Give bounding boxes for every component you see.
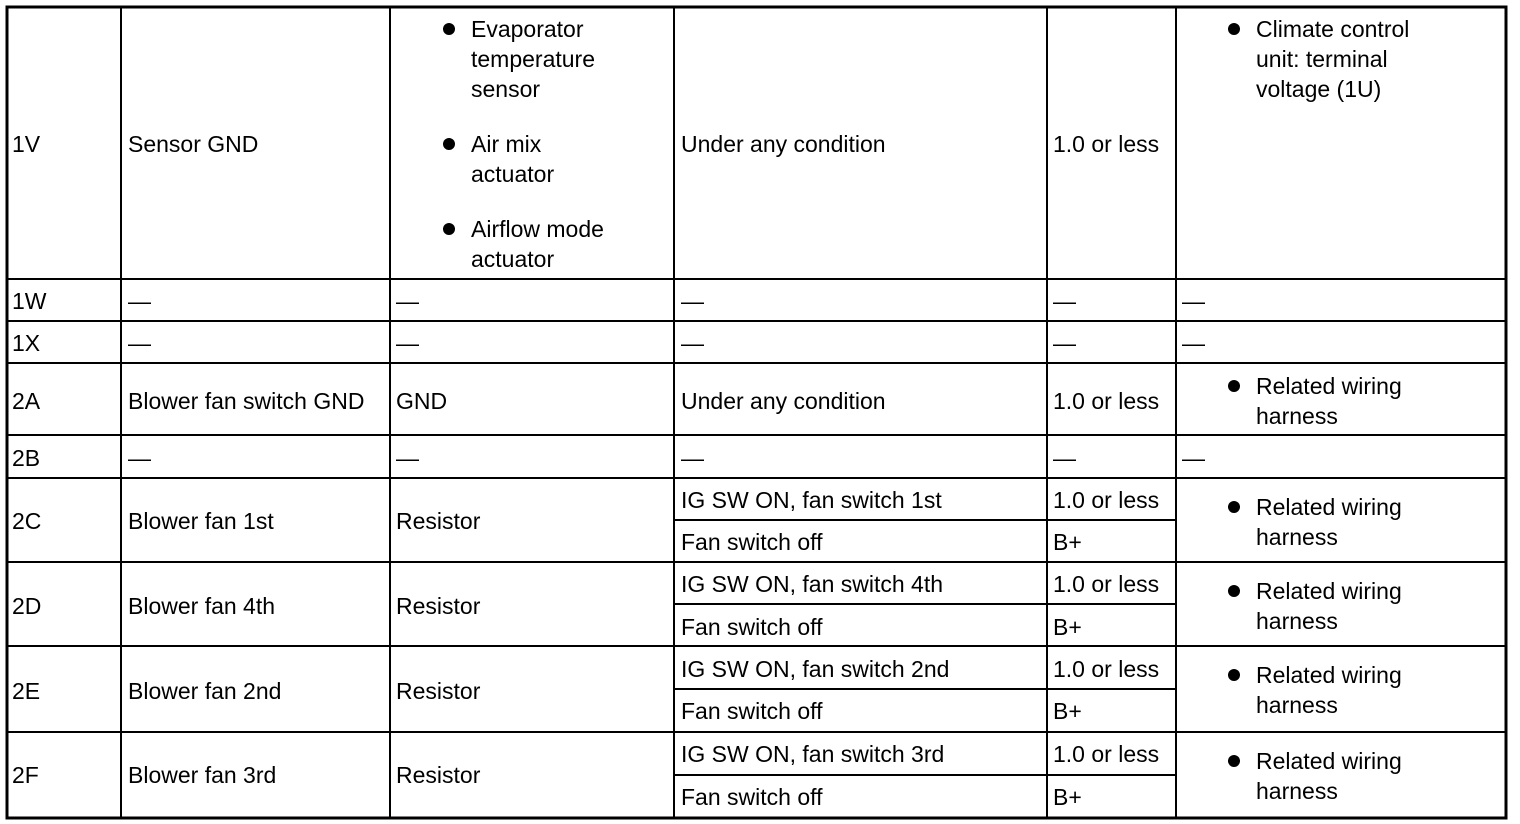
- voltage-cell: —: [1053, 445, 1076, 471]
- bullet-icon: [1228, 669, 1240, 681]
- voltage-cell: 1.0 or less: [1053, 571, 1160, 597]
- inspection-bullet: Related wiring harness: [1256, 576, 1426, 636]
- condition-cell: Fan switch off: [681, 614, 823, 640]
- voltage-cell: 1.0 or less: [1053, 131, 1160, 157]
- bullet-icon: [443, 23, 455, 35]
- condition-cell: —: [681, 330, 704, 356]
- condition-cell: —: [681, 445, 704, 471]
- connected-cell: GND: [396, 388, 448, 414]
- condition-cell: IG SW ON, fan switch 1st: [681, 487, 942, 513]
- bullet-icon: [443, 223, 455, 235]
- voltage-cell: —: [1053, 288, 1076, 314]
- voltage-cell: B+: [1053, 529, 1082, 555]
- condition-cell: IG SW ON, fan switch 4th: [681, 571, 944, 597]
- bullet-icon: [443, 138, 455, 150]
- connected-bullet: Airflow mode actuator: [471, 214, 641, 274]
- voltage-cell: 1.0 or less: [1053, 487, 1160, 513]
- signal-cell: —: [128, 330, 151, 356]
- terminal-cell: 2E: [12, 678, 41, 704]
- terminal-cell: 2D: [12, 593, 42, 619]
- terminal-cell: 2F: [12, 762, 39, 788]
- terminal-cell: 2C: [12, 508, 42, 534]
- connected-cell: —: [396, 330, 419, 356]
- inspection-bullet: Related wiring harness: [1256, 660, 1426, 720]
- voltage-cell: B+: [1053, 698, 1082, 724]
- inspection-bullet: Climate control unit: terminal voltage (1U): [1256, 14, 1456, 104]
- bullet-icon: [1228, 501, 1240, 513]
- signal-cell: —: [128, 445, 151, 471]
- connected-bullet: Air mix actuator: [471, 129, 601, 189]
- inspection-bullet: Related wiring harness: [1256, 371, 1426, 431]
- terminal-cell: 2B: [12, 445, 41, 471]
- condition-cell: Fan switch off: [681, 529, 823, 555]
- signal-cell: Sensor GND: [128, 131, 259, 157]
- terminal-cell: 1W: [12, 288, 47, 314]
- condition-cell: IG SW ON, fan switch 2nd: [681, 656, 950, 682]
- voltage-cell: —: [1053, 330, 1076, 356]
- connected-cell: Resistor: [396, 762, 481, 788]
- inspection-cell: —: [1182, 445, 1205, 471]
- connected-cell: Resistor: [396, 678, 481, 704]
- condition-cell: Fan switch off: [681, 784, 823, 810]
- inspection-cell: —: [1182, 288, 1205, 314]
- signal-cell: Blower fan 2nd: [128, 678, 282, 704]
- signal-cell: Blower fan switch GND: [128, 388, 365, 414]
- voltage-cell: 1.0 or less: [1053, 741, 1160, 767]
- connected-cell: Resistor: [396, 508, 481, 534]
- connected-cell: Resistor: [396, 593, 481, 619]
- signal-cell: Blower fan 4th: [128, 593, 276, 619]
- condition-cell: Fan switch off: [681, 698, 823, 724]
- terminal-cell: 1X: [12, 330, 41, 356]
- voltage-cell: 1.0 or less: [1053, 656, 1160, 682]
- bullet-icon: [1228, 585, 1240, 597]
- condition-cell: —: [681, 288, 704, 314]
- signal-cell: Blower fan 1st: [128, 508, 274, 534]
- condition-cell: IG SW ON, fan switch 3rd: [681, 741, 945, 767]
- inspection-cell: —: [1182, 330, 1205, 356]
- connected-bullet: Evaporator temperature sensor: [471, 14, 661, 104]
- bullet-icon: [1228, 755, 1240, 767]
- inspection-bullet: Related wiring harness: [1256, 746, 1426, 806]
- inspection-bullet: Related wiring harness: [1256, 492, 1426, 552]
- voltage-cell: B+: [1053, 784, 1082, 810]
- terminal-cell: 1V: [12, 131, 41, 157]
- voltage-cell: 1.0 or less: [1053, 388, 1160, 414]
- condition-cell: Under any condition: [681, 388, 886, 414]
- connected-cell: —: [396, 445, 419, 471]
- bullet-icon: [1228, 23, 1240, 35]
- signal-cell: Blower fan 3rd: [128, 762, 277, 788]
- voltage-cell: B+: [1053, 614, 1082, 640]
- condition-cell: Under any condition: [681, 131, 886, 157]
- connected-cell: —: [396, 288, 419, 314]
- terminal-cell: 2A: [12, 388, 41, 414]
- signal-cell: —: [128, 288, 151, 314]
- bullet-icon: [1228, 380, 1240, 392]
